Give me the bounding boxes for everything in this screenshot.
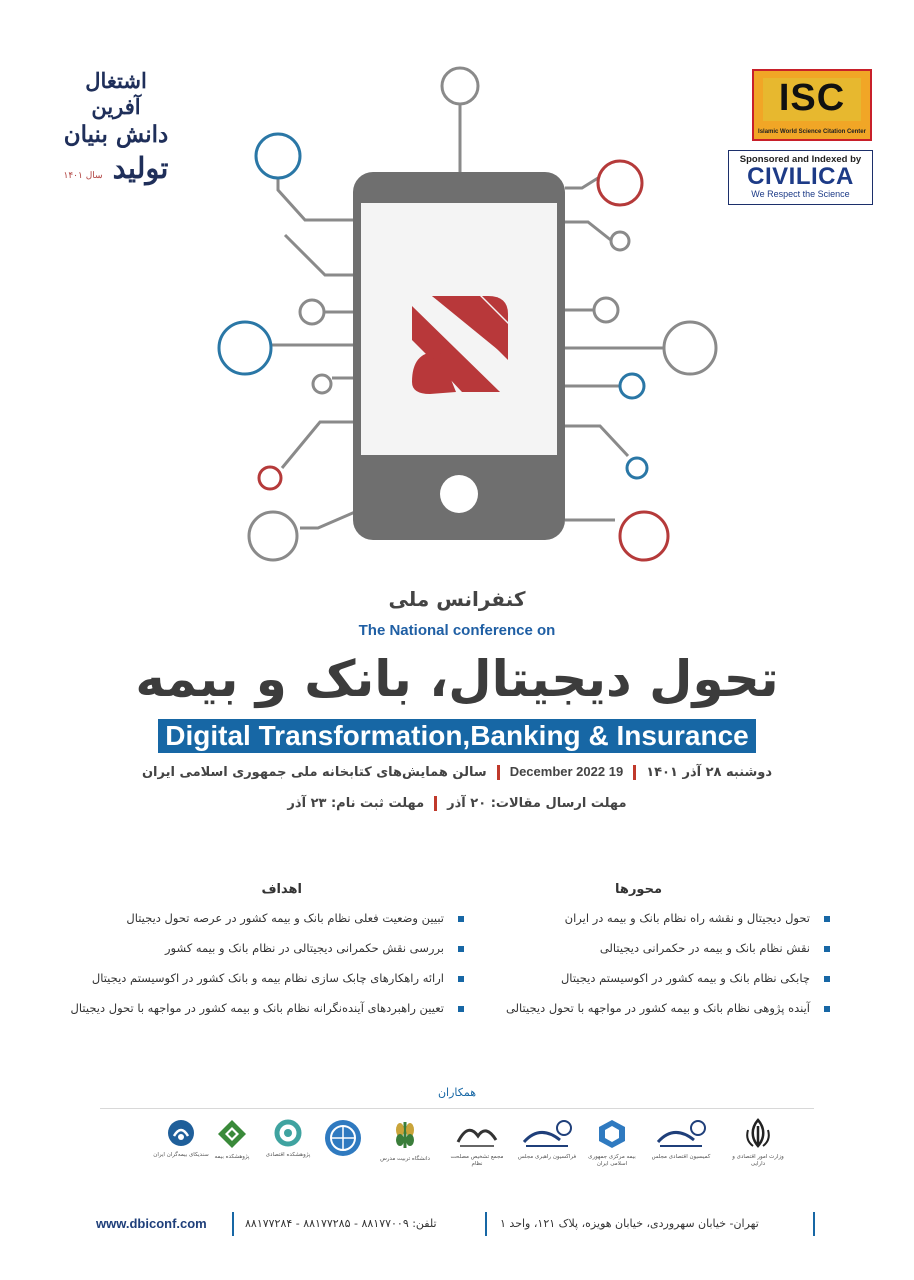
emblem-icon xyxy=(743,1118,773,1150)
goal-text: تعیین راهبردهای آینده‌نگرانه نظام بانک و بیمه کشور در مواجهه با تحول دیجیتال xyxy=(70,1001,444,1015)
partner-logo xyxy=(730,1118,786,1168)
civilica-sponsor-text: Sponsored and Indexed by xyxy=(739,154,862,165)
phone-numbers: تلفن: ۸۸۱۷۷۰۰۹ - ۸۸۱۷۷۲۸۵ - ۸۸۱۷۷۲۸۴ xyxy=(245,1217,437,1230)
cube-icon xyxy=(596,1118,628,1150)
separator xyxy=(434,796,437,811)
footer-separator xyxy=(232,1212,234,1236)
bullet-icon xyxy=(824,1006,830,1012)
civilica-name: CIVILICA xyxy=(747,163,854,190)
partner-logo xyxy=(262,1118,314,1168)
partner-logo xyxy=(150,1118,212,1168)
slogan-year: سال ۱۴۰۱ xyxy=(63,171,103,181)
list-item xyxy=(70,963,464,993)
website-link[interactable]: www.dbiconf.com xyxy=(96,1216,207,1231)
partner-logo xyxy=(206,1118,258,1168)
registration-deadline: مهلت ثبت نام: ۲۳ آذر xyxy=(287,796,425,811)
footer xyxy=(0,1200,914,1248)
isc-logo-text: ISC xyxy=(778,77,846,119)
list-item xyxy=(470,963,830,993)
goal-text: بررسی نقش حکمرانی دیجیتالی در نظام بانک و بیمه کشور xyxy=(164,941,444,955)
council-icon xyxy=(454,1118,500,1150)
bank-icon xyxy=(166,1118,196,1148)
partner-logo xyxy=(584,1118,640,1168)
bullet-icon xyxy=(824,946,830,952)
topics-list xyxy=(470,903,830,1023)
civilica-tagline: We Respect the Science xyxy=(751,189,850,199)
goals-title: اهداف xyxy=(261,882,302,897)
partner-logo xyxy=(648,1118,714,1168)
slogan-word: تولید xyxy=(112,151,169,185)
conference-title-en: Digital Transformation,Banking & Insurance xyxy=(158,719,755,753)
bullet-icon xyxy=(824,916,830,922)
globe-icon xyxy=(323,1118,363,1158)
topics-section xyxy=(470,882,830,1023)
ring-icon xyxy=(271,1118,305,1148)
partner-caption: وزارت امور اقتصادی و دارایی xyxy=(732,1154,784,1167)
date-venue-line xyxy=(0,764,914,780)
topic-text: تحول دیجیتال و نقشه راه نظام بانک و بیمه در ایران xyxy=(564,911,810,925)
deadlines-line xyxy=(0,796,914,811)
partner-logo xyxy=(318,1118,368,1168)
partner-caption: فراکسیون راهبری مجلس xyxy=(517,1154,577,1160)
goals-list xyxy=(70,903,464,1023)
partner-logo xyxy=(374,1118,436,1168)
footer-separator xyxy=(485,1212,487,1236)
bullet-icon xyxy=(824,976,830,982)
slogan-line-2: دانش بنیان xyxy=(63,121,169,148)
majlis-icon xyxy=(654,1118,708,1150)
majlis-icon xyxy=(520,1118,574,1150)
conference-title-en-banner xyxy=(0,719,914,753)
bullet-icon xyxy=(458,946,464,952)
partners-divider xyxy=(100,1108,814,1109)
list-item xyxy=(70,993,464,1023)
partner-caption: کمیسیون اقتصادی مجلس xyxy=(651,1154,711,1160)
goal-text: ارائه راهکارهای چابک سازی نظام بیمه و بانک کشور در اکوسیستم دیجیتال xyxy=(91,971,444,985)
footer-separator xyxy=(813,1212,815,1236)
bullet-icon xyxy=(458,1006,464,1012)
paper-deadline: مهلت ارسال مقالات: ۲۰ آذر xyxy=(447,796,627,811)
isc-subtitle: Islamic World Science Citation Center xyxy=(758,129,866,135)
venue: سالن همایش‌های کتابخانه ملی جمهوری اسلامی ایران xyxy=(141,765,487,780)
partner-caption: پژوهشکده اقتصادی xyxy=(265,1152,311,1158)
wheat-icon xyxy=(388,1118,422,1152)
partner-logo xyxy=(514,1118,580,1168)
goals-section xyxy=(70,882,464,1023)
conference-label-en: The National conference on xyxy=(358,622,556,639)
partner-caption: دانشگاه تربیت مدرس xyxy=(380,1156,430,1162)
partner-logo xyxy=(446,1118,508,1168)
bullet-icon xyxy=(458,916,464,922)
conference-title-fa: تحول دیجیتال، بانک و بیمه xyxy=(135,650,779,708)
topic-text: آینده پژوهی نظام بانک و بیمه کشور در مواجهه با تحول دیجیتالی xyxy=(505,1001,810,1015)
partner-caption: پژوهشکده بیمه xyxy=(214,1154,250,1160)
date-fa: دوشنبه ۲۸ آذر ۱۴۰۱ xyxy=(646,765,773,780)
topic-text: نقش نظام بانک و بیمه در حکمرانی دیجیتالی xyxy=(599,941,810,955)
topics-title: محورها xyxy=(615,882,662,897)
conference-label-fa: کنفرانس ملی xyxy=(388,587,526,611)
goal-text: تبیین وضعیت فعلی نظام بانک و بیمه کشور در عرصه تحول دیجیتال xyxy=(126,911,444,925)
list-item xyxy=(470,903,830,933)
partner-caption: سندیکای بیمه‌گران ایران xyxy=(153,1152,209,1158)
list-item xyxy=(70,933,464,963)
separator xyxy=(497,765,500,780)
partner-caption: بیمه مرکزی جمهوری اسلامی ایران xyxy=(588,1154,636,1167)
address: تهران- خیابان سهروردی، خیابان هویزه، پلاک ۱۲۱، واحد ۱ xyxy=(500,1217,759,1230)
bullet-icon xyxy=(458,976,464,982)
topic-text: چابکی نظام بانک و بیمه کشور در اکوسیستم دیجیتال xyxy=(560,971,810,985)
list-item xyxy=(70,903,464,933)
partners-title: همکاران xyxy=(437,1086,477,1099)
partner-caption: مجمع تشخیص مصلحت نظام xyxy=(450,1154,504,1167)
diamond-icon xyxy=(216,1118,248,1150)
list-item xyxy=(470,993,830,1023)
date-en: 19 December 2022 xyxy=(509,764,624,779)
phone-network-illustration xyxy=(0,60,914,580)
slogan-line-1: اشتغال آفرین xyxy=(85,68,147,119)
list-item xyxy=(470,933,830,963)
separator xyxy=(633,765,636,780)
